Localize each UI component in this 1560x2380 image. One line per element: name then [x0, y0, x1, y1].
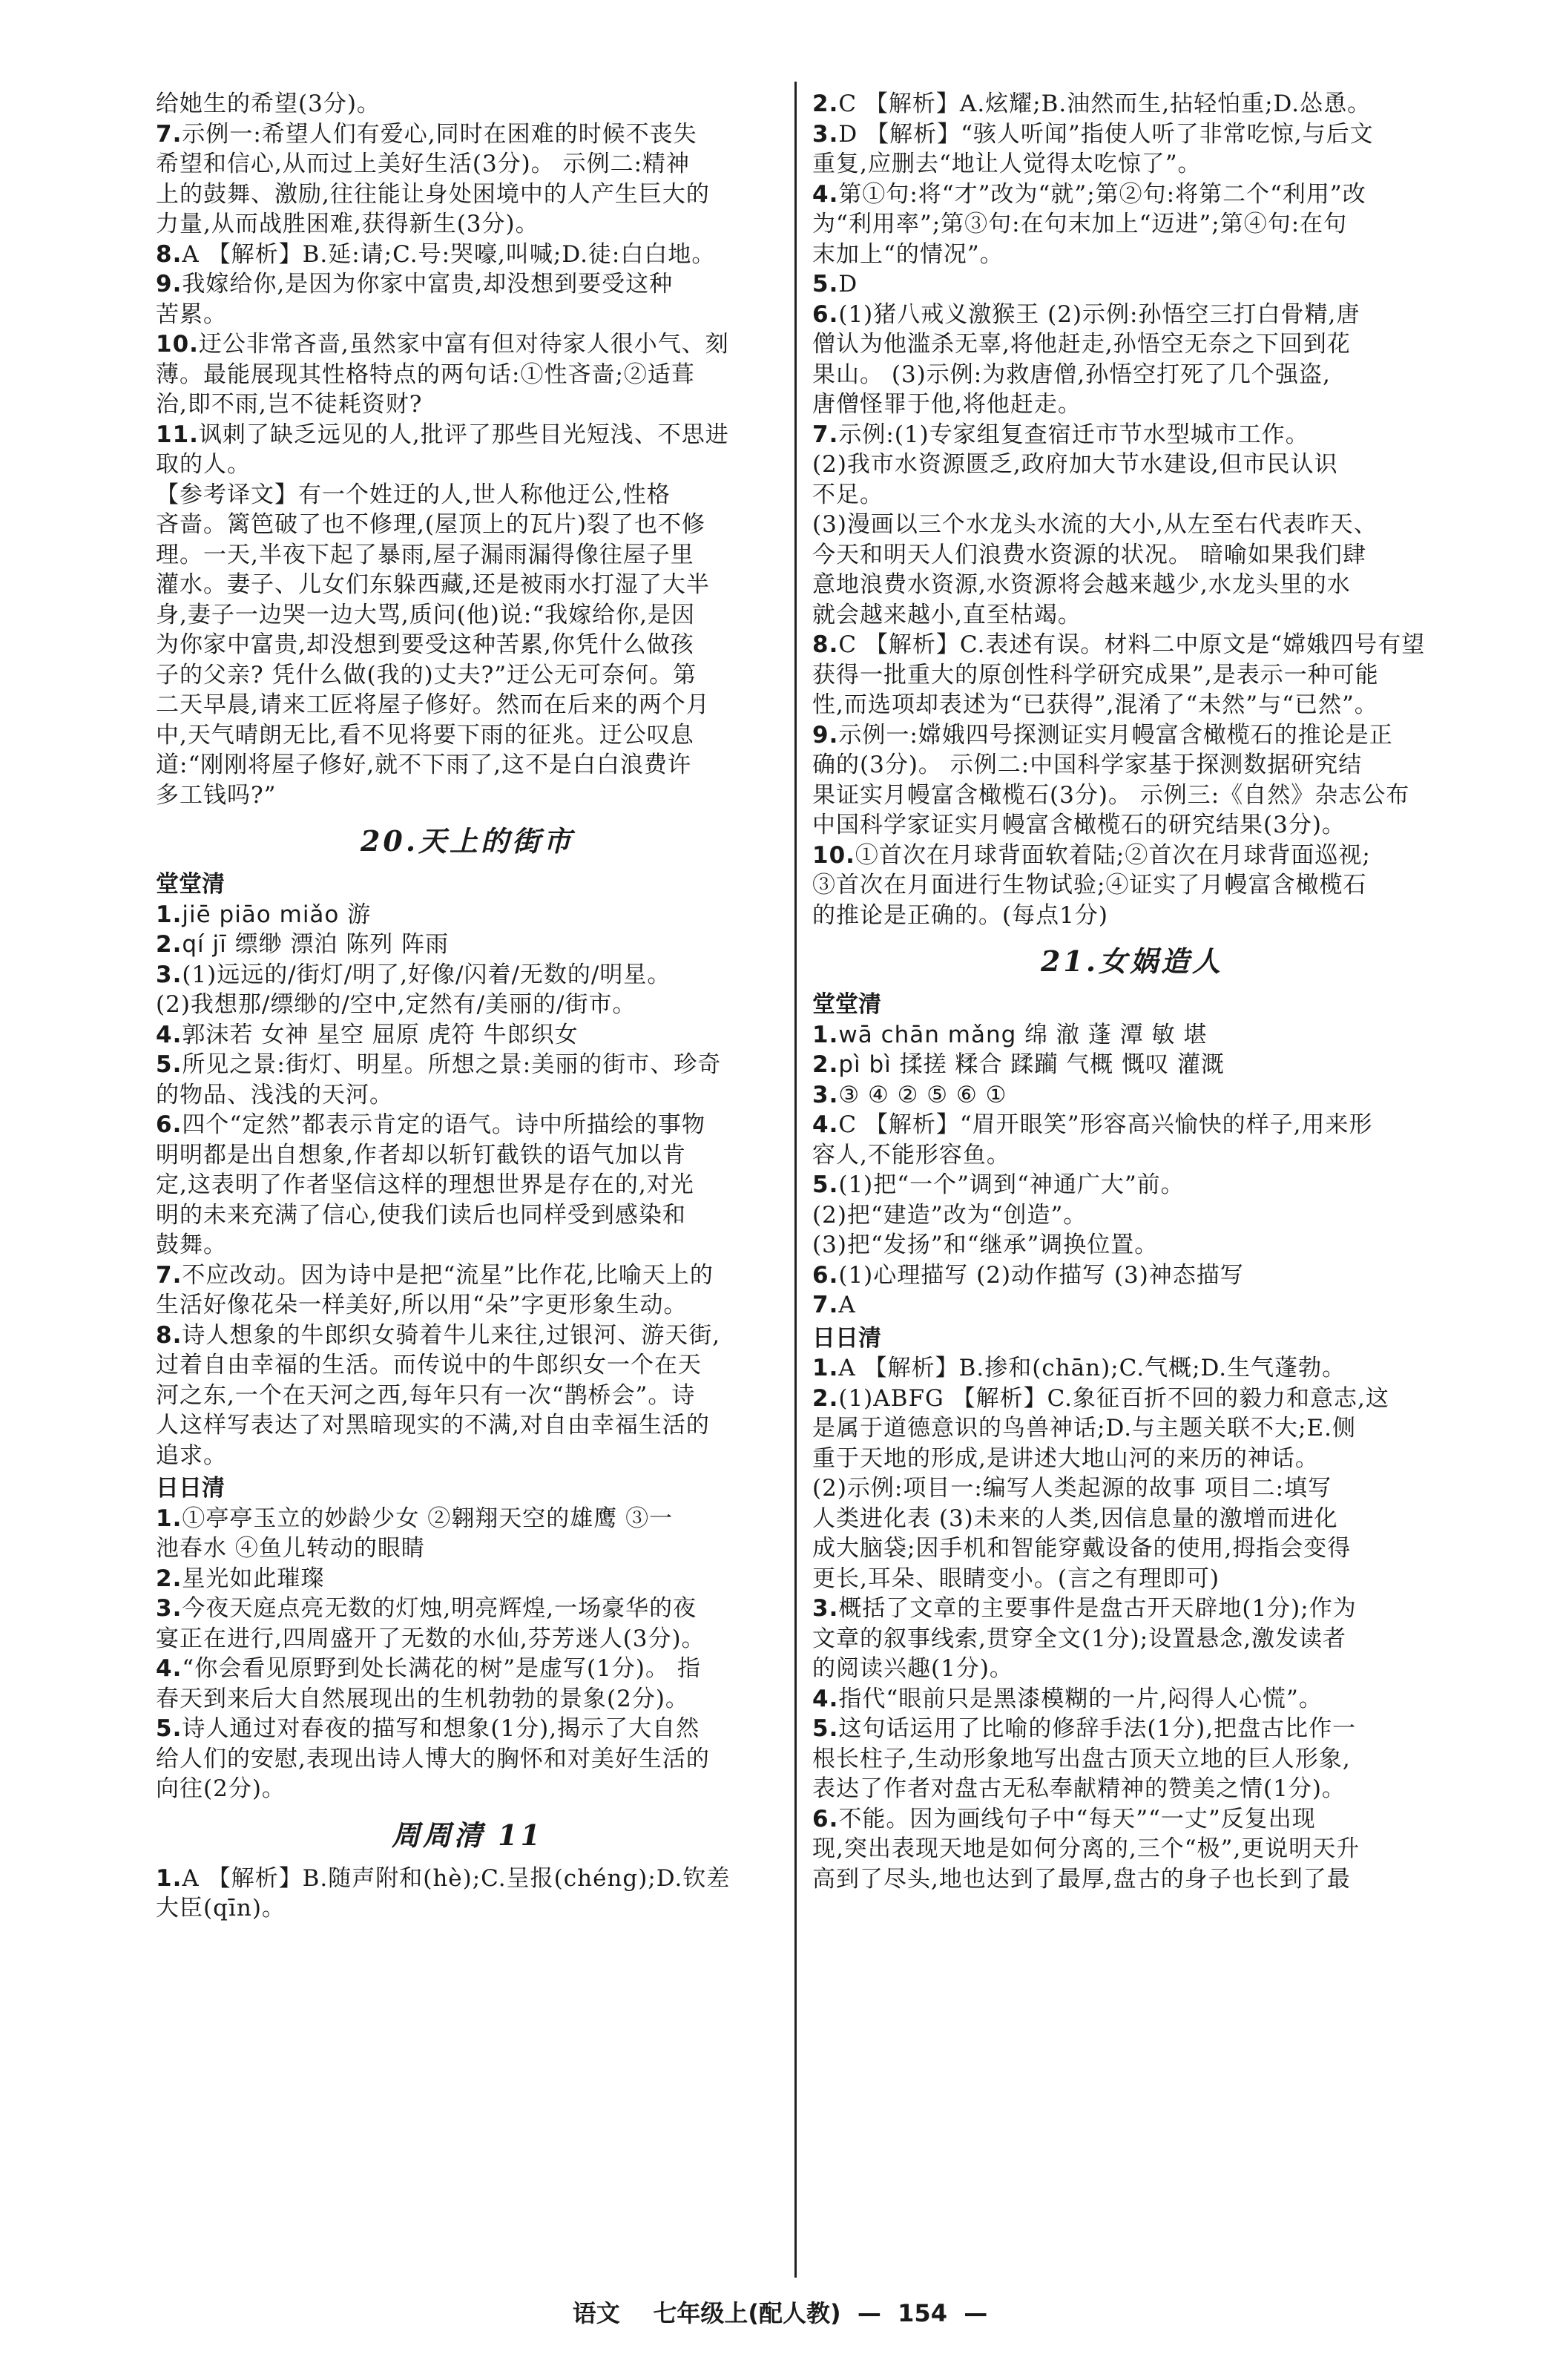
answer-text: 宴正在进行,四周盛开了无数的水仙,芬芳迷人(3分)。 — [156, 1625, 705, 1652]
answer-text: 这句话运用了比喻的修辞手法(1分),把盘古比作一 — [838, 1715, 1357, 1742]
answer-text: 意地浪费水资源,水资源将会越来越少,水龙头里的水 — [812, 571, 1351, 598]
answer-line — [156, 1774, 779, 1804]
answer-line — [812, 1714, 1452, 1744]
answer-text: 是属于道德意识的鸟兽神话;D.与主题关联不大;E.侧 — [812, 1415, 1356, 1442]
answer-line — [812, 1804, 1452, 1835]
question-number: 1. — [812, 1021, 839, 1048]
answer-line — [812, 901, 1452, 931]
question-number: 1. — [812, 1355, 839, 1381]
answer-line — [156, 660, 779, 691]
answer-line — [156, 360, 779, 390]
answer-text: ③首次在月面进行生物试验;④证实了月幔富含橄榄石 — [812, 872, 1367, 898]
answer-text: 示例:(1)专家组复查宿迁市节水型城市工作。 — [838, 421, 1309, 448]
answer-line — [812, 1744, 1452, 1775]
answer-text: 向往(2分)。 — [156, 1775, 286, 1802]
answer-line — [812, 1564, 1452, 1594]
page-footer: 语文 七年级上(配人教) — 154 — — [572, 2299, 988, 2327]
answer-line — [156, 149, 779, 180]
answer-text: “你会看见原野到处长满花的树”是虚写(1分)。 指 — [182, 1655, 701, 1682]
answer-line — [156, 1564, 779, 1594]
answer-line — [156, 1110, 779, 1140]
answer-text: jiē piāo miǎo 游 — [182, 901, 372, 928]
answer-text: D — [838, 271, 858, 298]
question-number: 2. — [156, 931, 182, 958]
answer-text: 不足。 — [812, 481, 883, 508]
answer-line — [812, 119, 1452, 150]
question-number: 1. — [156, 901, 182, 928]
answer-line — [812, 360, 1452, 390]
answer-line — [812, 1654, 1452, 1684]
answer-text: 追求。 — [156, 1442, 227, 1469]
question-number: 10. — [812, 841, 855, 869]
answer-text: 为“利用率”;第③句:在句末加上“迈进”;第④句:在句 — [812, 211, 1348, 237]
question-number: 2. — [812, 1384, 839, 1412]
column-divider — [794, 82, 797, 2278]
answer-text: A 【解析】B.延:请;C.号:哭嚎,叫喊;D.徒:白白地。 — [182, 240, 716, 268]
answer-text: (2)示例:项目一:编写人类起源的故事 项目二:填写 — [812, 1475, 1332, 1502]
answer-text: 生活好像花朵一样美好,所以用“朵”字更形象生动。 — [156, 1292, 688, 1318]
answer-line — [812, 389, 1452, 420]
answer-line — [156, 1533, 779, 1564]
answer-line — [812, 149, 1452, 180]
answer-text: (2)把“建造”改为“创造”。 — [812, 1201, 1087, 1229]
answer-line — [156, 630, 779, 660]
answer-line — [156, 600, 779, 631]
question-number: 2. — [812, 1051, 839, 1078]
answer-line — [812, 660, 1452, 691]
answer-text: ①首次在月球背面软着陆;②首次在月球背面巡视; — [855, 841, 1371, 869]
answer-line — [812, 240, 1452, 270]
answer-line — [156, 900, 779, 930]
answer-line — [812, 870, 1452, 901]
answer-line — [812, 1080, 1452, 1111]
answer-line — [156, 209, 779, 240]
question-number: 6. — [156, 1111, 182, 1138]
subsection-heading: 日日清 — [156, 1475, 225, 1502]
answer-line — [812, 810, 1452, 841]
answer-line — [812, 209, 1452, 240]
answer-text: 末加上“的情况”。 — [812, 240, 1004, 268]
question-number: 9. — [156, 271, 182, 298]
question-number: 3. — [812, 1595, 839, 1622]
answer-line — [156, 780, 779, 811]
question-number: 5. — [156, 1051, 182, 1078]
answer-line — [812, 1353, 1452, 1384]
answer-text: 就会越来越小,直至枯竭。 — [812, 601, 1082, 628]
subsection-heading: 堂堂清 — [812, 991, 881, 1018]
answer-line — [812, 780, 1452, 811]
answer-text: (1)猪八戒义激猴王 (2)示例:孙悟空三打白骨精,唐 — [838, 300, 1360, 328]
answer-text: 人类进化表 (3)未来的人类,因信息量的激增而进化 — [812, 1505, 1338, 1532]
subsection-heading: 堂堂清 — [156, 871, 225, 898]
answer-text: 薄。最能展现其性格特点的两句话:①性吝啬;②适葺 — [156, 361, 695, 388]
answer-text: 为你家中富贵,却没想到要受这种苦累,你凭什么做孩 — [156, 631, 694, 658]
answer-text: (1)远远的/街灯/明了,好像/闪着/无数的/明星。 — [182, 961, 671, 988]
answer-text: 给人们的安慰,表现出诗人博大的胸怀和对美好生活的 — [156, 1745, 710, 1772]
answer-line — [156, 1654, 779, 1684]
answer-line — [812, 1594, 1452, 1624]
answer-text: 僧认为他滥杀无辜,将他赶走,孙悟空无奈之下回到花 — [812, 331, 1351, 358]
answer-text: 中,天气晴朗无比,看不见将要下雨的征兆。迂公叹息 — [156, 721, 694, 749]
answer-line — [156, 450, 779, 480]
answer-text: 示例一:希望人们有爱心,同时在困难的时候不丧失 — [182, 120, 697, 148]
answer-line — [812, 600, 1452, 631]
answer-text: 取的人。 — [156, 451, 251, 478]
question-number: 4. — [812, 1685, 839, 1712]
answer-line — [812, 1504, 1452, 1534]
answer-text: 诗人通过对春夜的描写和想象(1分),揭示了大自然 — [182, 1715, 700, 1742]
answer-line — [156, 750, 779, 780]
answer-text: 示例一:嫦娥四号探测证实月幔富含橄榄石的推论是正 — [838, 721, 1393, 749]
answer-text: (2)我市水资源匮乏,政府加大节水建设,但市民认识 — [812, 451, 1338, 478]
answer-line — [156, 389, 779, 420]
answer-text: 诗人想象的牛郎织女骑着牛儿来往,过银河、游天街, — [182, 1321, 721, 1349]
answer-line — [812, 300, 1452, 330]
question-number: 6. — [812, 1805, 839, 1832]
answer-text: 人这样写表达了对黑暗现实的不满,对自由幸福生活的 — [156, 1412, 710, 1439]
answer-text: C 【解析】A.炫耀;B.油然而生,拈轻怕重;D.怂恿。 — [838, 91, 1372, 117]
answer-line — [812, 1864, 1452, 1895]
answer-line — [156, 990, 779, 1020]
answer-text: 现,突出表现天地是如何分离的,三个“极”,更说明天升 — [812, 1835, 1360, 1862]
question-number: 8. — [812, 631, 839, 658]
answer-text: 中国科学家证实月幔富含橄榄石的研究结果(3分)。 — [812, 812, 1346, 838]
answer-line — [156, 1350, 779, 1381]
answer-line — [156, 300, 779, 330]
answer-line — [812, 841, 1452, 871]
answer-text: (3)漫画以三个水龙头水流的大小,从左至右代表昨天、 — [812, 511, 1378, 538]
answer-line — [812, 450, 1452, 480]
right-column — [812, 89, 1452, 1894]
answer-text: 星光如此璀璨 — [182, 1565, 325, 1592]
question-number: 9. — [812, 721, 839, 749]
answer-text: 明的未来充满了信心,使我们读后也同样受到感染和 — [156, 1201, 686, 1229]
answer-line — [812, 1140, 1452, 1171]
answer-line — [156, 720, 779, 751]
answer-text: 讽刺了缺乏远见的人,批评了那些目光短浅、不思进 — [198, 421, 729, 448]
answer-text: 希望和信心,从而过上美好生活(3分)。 示例二:精神 — [156, 151, 691, 177]
answer-line — [156, 1080, 779, 1111]
answer-line — [156, 1410, 779, 1441]
answer-line — [156, 89, 779, 119]
answer-line — [156, 1744, 779, 1775]
answer-line — [812, 750, 1452, 780]
answer-text: (1)ABFG 【解析】C.象征百折不回的毅力和意志,这 — [838, 1384, 1389, 1412]
answer-text: 大臣(qīn)。 — [156, 1895, 286, 1922]
answer-line — [812, 1834, 1452, 1864]
answer-text: 鼓舞。 — [156, 1232, 227, 1258]
question-number: 4. — [156, 1021, 182, 1048]
answer-text: 理。一天,半夜下起了暴雨,屋子漏雨漏得像往屋子里 — [156, 541, 694, 568]
answer-line — [812, 1473, 1452, 1504]
answer-line — [812, 1290, 1452, 1321]
answer-line — [812, 1444, 1452, 1474]
answer-line — [156, 1624, 779, 1654]
question-number: 7. — [156, 120, 182, 148]
section-title: 周周清 11 — [391, 1818, 544, 1852]
answer-line — [812, 269, 1452, 300]
answer-line — [812, 1020, 1452, 1051]
left-column — [156, 89, 779, 1924]
answer-line — [812, 1260, 1452, 1291]
question-number: 1. — [156, 1505, 182, 1532]
answer-line — [812, 89, 1452, 119]
answer-line — [156, 1020, 779, 1051]
answer-text: 今夜天庭点亮无数的灯烛,明亮辉煌,一场豪华的夜 — [182, 1595, 697, 1622]
answer-text: 定,这表明了作者坚信这样的理想世界是存在的,对光 — [156, 1171, 694, 1198]
answer-line — [812, 1413, 1452, 1444]
answer-line — [156, 480, 779, 510]
question-number: 10. — [156, 331, 199, 358]
answer-line — [812, 1533, 1452, 1564]
answer-text: 吝啬。篱笆破了也不修理,(屋顶上的瓦片)裂了也不修 — [156, 511, 706, 538]
answer-line — [156, 960, 779, 990]
answer-line — [156, 329, 779, 360]
answer-line — [156, 1441, 779, 1471]
question-number: 5. — [812, 1171, 839, 1198]
answer-text: 表达了作者对盘古无私奉献精神的赞美之情(1分)。 — [812, 1775, 1346, 1802]
footer-subject: 语文 — [572, 2299, 620, 2327]
answer-line — [156, 930, 779, 960]
answer-line — [812, 720, 1452, 751]
answer-text: 二天早晨,请来工匠将屋子修好。然而在后来的两个月 — [156, 691, 710, 718]
answer-line — [156, 1321, 779, 1351]
question-number: 3. — [812, 120, 839, 148]
question-number: 8. — [156, 240, 182, 268]
answer-line — [156, 420, 779, 450]
answer-text: 获得一批重大的原创性科学研究成果”,是表示一种可能 — [812, 661, 1379, 688]
subsection-heading: 日日清 — [812, 1324, 881, 1352]
answer-line — [156, 1290, 779, 1321]
answer-line — [812, 480, 1452, 510]
answer-text: 我嫁给你,是因为你家中富贵,却没想到要受这种 — [182, 271, 674, 298]
answer-line — [156, 690, 779, 720]
answer-text: 的推论是正确的。(每点1分) — [812, 901, 1108, 929]
answer-text: 不应改动。因为诗中是把“流星”比作花,比喻天上的 — [182, 1261, 714, 1289]
answer-line — [156, 1714, 779, 1744]
answer-line — [156, 1170, 779, 1200]
answer-text: ③ ④ ② ⑤ ⑥ ① — [838, 1081, 1007, 1108]
answer-text: 池春水 ④鱼儿转动的眼睛 — [156, 1535, 425, 1562]
answer-text: C 【解析】C.表述有误。材料二中原文是“嫦娥四号有望 — [838, 631, 1426, 658]
answer-text: A — [838, 1292, 856, 1318]
answer-text: qí jī 缥缈 漂泊 陈列 阵雨 — [182, 931, 450, 958]
answer-text: 给她生的希望(3分)。 — [156, 91, 381, 117]
answer-text: 不能。因为画线句子中“每天”“一丈”反复出现 — [838, 1805, 1316, 1832]
footer-grade: 七年级上(配人教) — [653, 2299, 841, 2327]
answer-text: D 【解析】“骇人听闻”指使人听了非常吃惊,与后文 — [838, 120, 1374, 148]
answer-line — [812, 630, 1452, 660]
answer-text: 第①句:将“才”改为“就”;第②句:将第二个“利用”改 — [838, 180, 1366, 208]
section-title: 21.女娲造人 — [1040, 944, 1224, 978]
question-number: 3. — [156, 1595, 182, 1622]
answer-text: 指代“眼前只是黑漆模糊的一片,闷得人心慌”。 — [838, 1685, 1323, 1712]
section-title: 20.天上的街市 — [360, 824, 575, 858]
answer-line — [156, 1050, 779, 1080]
answer-text: wā chān mǎng 绵 澈 蓬 潭 敏 堪 — [838, 1021, 1208, 1048]
answer-text: 子的父亲? 凭什么做(我的)丈夫?”迂公无可奈何。第 — [156, 661, 697, 688]
answer-line — [156, 1260, 779, 1291]
answer-text: 春天到来后大自然展现出的生机勃勃的景象(2分)。 — [156, 1685, 689, 1712]
answer-text: 道:“刚刚将屋子修好,就不下雨了,这不是白白浪费许 — [156, 752, 691, 778]
answer-line — [156, 540, 779, 571]
question-number: 4. — [812, 1111, 839, 1138]
answer-text: 更长,耳朵、眼睛变小。(言之有理即可) — [812, 1565, 1220, 1592]
answer-line — [156, 1864, 779, 1894]
answer-line — [156, 119, 779, 150]
answer-line — [156, 1594, 779, 1624]
answer-text: 身,妻子一边哭一边大骂,质问(他)说:“我嫁给你,是因 — [156, 601, 696, 628]
answer-line — [156, 510, 779, 540]
answer-text: 容人,不能形容鱼。 — [812, 1141, 1010, 1168]
question-number: 8. — [156, 1321, 182, 1349]
page-number: 154 — [898, 2299, 947, 2327]
answer-text: 概括了文章的主要事件是盘古开天辟地(1分);作为 — [838, 1595, 1357, 1622]
answer-line — [156, 1684, 779, 1715]
answer-text: 【参考译文】有一个姓迂的人,世人称他迂公,性格 — [156, 481, 671, 508]
answer-text: ①亭亭玉立的妙龄少女 ②翱翔天空的雄鹰 ③一 — [182, 1505, 674, 1532]
question-number: 5. — [156, 1715, 182, 1742]
question-number: 7. — [812, 421, 839, 448]
answer-line — [812, 540, 1452, 571]
answer-line — [812, 1050, 1452, 1080]
answer-text: 苦累。 — [156, 300, 227, 328]
answer-text: 重于天地的形成,是讲述大地山河的来历的神话。 — [812, 1444, 1319, 1472]
answer-line — [812, 690, 1452, 720]
answer-text: 治,即不雨,岂不徒耗资财? — [156, 391, 423, 418]
answer-text: 郭沫若 女神 星空 屈原 虎符 牛郎织女 — [182, 1021, 579, 1048]
answer-text: 的物品、浅浅的天河。 — [156, 1081, 393, 1108]
answer-line — [156, 180, 779, 210]
answer-line — [156, 269, 779, 300]
answer-line — [812, 570, 1452, 600]
answer-text: 果证实月幔富含橄榄石(3分)。 示例三:《自然》杂志公布 — [812, 781, 1410, 809]
answer-line — [156, 1504, 779, 1534]
answer-text: 成大脑袋;因手机和智能穿戴设备的使用,拇指会变得 — [812, 1535, 1352, 1562]
answer-text: 明明都是出自想象,作者却以斩钉截铁的语气加以肯 — [156, 1141, 686, 1168]
question-number: 1. — [156, 1864, 182, 1892]
question-number: 7. — [156, 1261, 182, 1289]
answer-text: 过着自由幸福的生活。而传说中的牛郎织女一个在天 — [156, 1352, 702, 1378]
question-number: 3. — [812, 1081, 839, 1108]
answer-line — [812, 1230, 1452, 1260]
answer-text: 力量,从而战胜困难,获得新生(3分)。 — [156, 211, 539, 237]
answer-line — [156, 1230, 779, 1260]
question-number: 6. — [812, 300, 839, 328]
answer-text: 性,而选项却表述为“已获得”,混淆了“未然”与“已然”。 — [812, 691, 1378, 718]
answer-line — [812, 180, 1452, 210]
answer-line — [812, 510, 1452, 540]
answer-text: 灌水。妻子、儿女们东躲西藏,还是被雨水打湿了大半 — [156, 571, 710, 598]
question-number: 3. — [156, 961, 182, 988]
answer-text: A 【解析】B.掺和(chān);C.气概;D.生气蓬勃。 — [838, 1355, 1346, 1381]
answer-text: 所见之景:街灯、明星。所想之景:美丽的街市、珍奇 — [182, 1051, 722, 1078]
answer-text: 的阅读兴趣(1分)。 — [812, 1655, 1013, 1682]
answer-text: 迂公非常吝啬,虽然家中富有但对待家人很小气、刻 — [198, 331, 729, 358]
question-number: 6. — [812, 1261, 839, 1289]
answer-text: 上的鼓舞、激励,往往能让身处困境中的人产生巨大的 — [156, 180, 710, 208]
answer-line — [812, 1624, 1452, 1654]
answer-text: (2)我想那/缥缈的/空中,定然有/美丽的/街市。 — [156, 991, 636, 1018]
answer-line — [156, 1893, 779, 1924]
answer-text: 高到了尽头,地也达到了最厚,盘古的身子也长到了最 — [812, 1865, 1351, 1893]
answer-line — [812, 420, 1452, 450]
question-number: 11. — [156, 421, 199, 448]
answer-text: 确的(3分)。 示例二:中国科学家基于探测数据研究结 — [812, 752, 1363, 778]
question-number: 7. — [812, 1292, 839, 1318]
question-number: 5. — [812, 271, 839, 298]
answer-text: 今天和明天人们浪费水资源的状况。 暗喻如果我们肆 — [812, 541, 1366, 568]
answer-line — [812, 1200, 1452, 1231]
answer-line — [812, 1110, 1452, 1140]
answer-line — [156, 1140, 779, 1171]
answer-text: (3)把“发扬”和“继承”调换位置。 — [812, 1232, 1159, 1258]
answer-text: 重复,应删去“地让人觉得太吃惊了”。 — [812, 151, 1202, 177]
answer-text: 唐僧怪罪于他,将他赶走。 — [812, 391, 1082, 418]
answer-line — [812, 1684, 1452, 1715]
answer-line — [812, 1774, 1452, 1804]
question-number: 2. — [156, 1565, 182, 1592]
question-number: 5. — [812, 1715, 839, 1742]
answer-text: C 【解析】“眉开眼笑”形容高兴愉快的样子,用来形 — [838, 1111, 1373, 1138]
answer-text: 四个“定然”都表示肯定的语气。诗中所描绘的事物 — [182, 1111, 706, 1138]
answer-line — [156, 1381, 779, 1411]
question-number: 4. — [156, 1655, 182, 1682]
answer-text: pì bì 揉搓 糅合 蹂躏 气概 慨叹 灌溉 — [838, 1051, 1225, 1078]
answer-line — [812, 1384, 1452, 1414]
answer-line — [156, 240, 779, 270]
answer-text: 果山。 (3)示例:为救唐僧,孙悟空打死了几个强盗, — [812, 361, 1331, 388]
answer-line — [156, 1200, 779, 1231]
answer-line — [812, 329, 1452, 360]
answer-line — [812, 1170, 1452, 1200]
answer-text: (1)把“一个”调到“神通广大”前。 — [838, 1171, 1185, 1198]
answer-text: 多工钱吗?” — [156, 781, 277, 809]
answer-text: 文章的叙事线索,贯穿全文(1分);设置悬念,激发读者 — [812, 1625, 1347, 1652]
answer-text: 根长柱子,生动形象地写出盘古顶天立地的巨人形象, — [812, 1745, 1351, 1772]
question-number: 2. — [812, 91, 839, 117]
answer-text: A 【解析】B.随声附和(hè);C.呈报(chéng);D.钦差 — [182, 1864, 731, 1892]
answer-text: 河之东,一个在天河之西,每年只有一次“鹊桥会”。诗 — [156, 1381, 696, 1409]
answer-text: (1)心理描写 (2)动作描写 (3)神态描写 — [838, 1261, 1244, 1289]
question-number: 4. — [812, 180, 839, 208]
answer-line — [156, 570, 779, 600]
